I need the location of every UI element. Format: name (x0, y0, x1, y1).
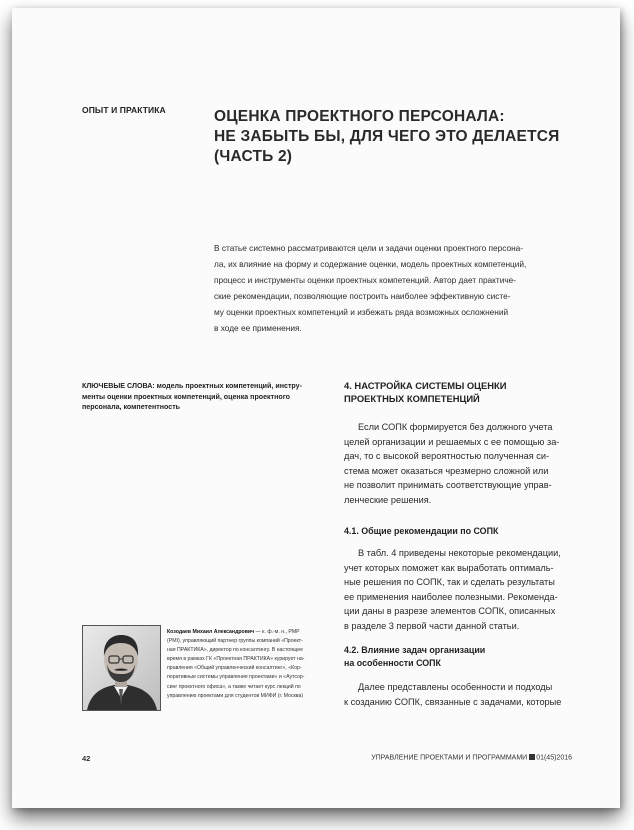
page-number: 42 (82, 754, 91, 763)
journal-name: УПРАВЛЕНИЕ ПРОЕКТАМИ И ПРОГРАММАМИ (371, 754, 528, 762)
paragraph-line: ее применения наиболее полезными. Рекоменда- (344, 591, 558, 602)
keywords-line: менты оценки проектных компетенций, оценка проектного (82, 392, 290, 401)
bio-line: правления «Общий управленческий консалтинг», «Кор- (167, 665, 302, 672)
portrait-icon (83, 626, 160, 710)
heading-line: на особенности СОПК (344, 657, 441, 668)
section-4-1-paragraph (344, 546, 589, 634)
section-tag: ОПЫТ И ПРАКТИКА (82, 105, 166, 115)
paragraph-line: не позволит принимать соответствующие управ- (344, 480, 552, 491)
author-bio (167, 628, 337, 701)
abstract-line: В статье системно рассматриваются цели и задачи оценки проектного персона- (214, 243, 524, 253)
paragraph-line: стема может оказаться чрезмерно сложной или (344, 465, 549, 476)
abstract-line: ла, их влияние на форму и содержание оценки, модель проектных компетенций, (214, 259, 527, 269)
bio-line: ная ПРАКТИКА», директор по консалтингу. В настоящее (167, 647, 303, 654)
section-4-1-heading: 4.1. Общие рекомендации по СОПК (344, 526, 499, 536)
title-line: (ЧАСТЬ 2) (214, 148, 293, 165)
paragraph-line: В табл. 4 приведены некоторые рекомендации, (358, 548, 561, 558)
journal-issue: 01(45)2016 (536, 754, 572, 762)
author-name: Козодаев Михаил Александрович (167, 629, 255, 635)
title-line: НЕ ЗАБЫТЬ БЫ, ДЛЯ ЧЕГО ЭТО ДЕЛАЕТСЯ (214, 128, 560, 145)
heading-line: 4. НАСТРОЙКА СИСТЕМЫ ОЦЕНКИ (344, 380, 507, 391)
abstract-line: в ходе ее применения. (214, 323, 302, 333)
section-4-2-heading (344, 644, 485, 669)
bio-line: поративные системы управления проектами» и «Аутсор- (167, 674, 305, 681)
title-line: ОЦЕНКА ПРОЕКТНОГО ПЕРСОНАЛА: (214, 108, 505, 125)
section-4-paragraph (344, 420, 589, 508)
paragraph-line: ные решения по СОПК, так и сделать результаты (344, 577, 555, 588)
bio-line: (PMI), управляющий партнер группы компаний «Проект- (167, 638, 303, 645)
keywords-block (82, 381, 317, 413)
section-4-2-paragraph (344, 680, 589, 709)
paragraph-line: дач, то с высокой вероятностью полученная си- (344, 451, 550, 462)
abstract-line: му оценки проектных компетенций и избежать ряда возможных осложнений (214, 307, 509, 317)
article-title (214, 107, 614, 167)
journal-page (12, 8, 620, 808)
section-4-heading (344, 380, 507, 405)
author-portrait-image (82, 625, 161, 711)
journal-footer (371, 754, 572, 762)
keywords-line: КЛЮЧЕВЫЕ СЛОВА: модель проектных компетенций, инстру- (82, 382, 302, 390)
abstract-line: процесс и инструменты оценки проектных компетенций. Автор дает практиче- (214, 275, 517, 285)
paragraph-line: ленческие решения. (344, 494, 432, 505)
paragraph-line: Далее представлены особенности и подходы (358, 682, 553, 692)
heading-line: ПРОЕКТНЫХ КОМПЕТЕНЦИЙ (344, 392, 480, 404)
bio-line: — к. ф.-м. н., PMP (254, 629, 300, 635)
bio-line: управлению проектами для студентов МИФИ (г. Москва) (167, 692, 304, 699)
heading-line: 4.2. Влияние задач организации (344, 645, 486, 655)
paragraph-line: учет которых поможет как выработать оптималь- (344, 562, 554, 573)
paragraph-line: ции даны в разрезе элементов СОПК, описанных (344, 606, 556, 617)
paragraph-line: к созданию СОПК, связанные с задачами, которые (344, 696, 562, 707)
paragraph-line: Если СОПК формируется без должного учета (358, 422, 553, 432)
paragraph-line: в разделе 3 первой части данной статьи. (344, 620, 520, 631)
keywords-line: персонала, компетентность (82, 403, 181, 411)
paragraph-line: целей организации и решаемых с ее помощью за- (344, 436, 560, 447)
square-separator-icon (529, 754, 535, 760)
bio-line: синг проектного офиса», а также читает курс лекций по (167, 683, 301, 690)
bio-line: время в рамках ГК «Проектная ПРАКТИКА» курирует на- (167, 656, 305, 663)
article-abstract (214, 240, 586, 336)
abstract-line: ские рекомендации, позволяющие построить наиболее эффективную систе- (214, 291, 511, 301)
